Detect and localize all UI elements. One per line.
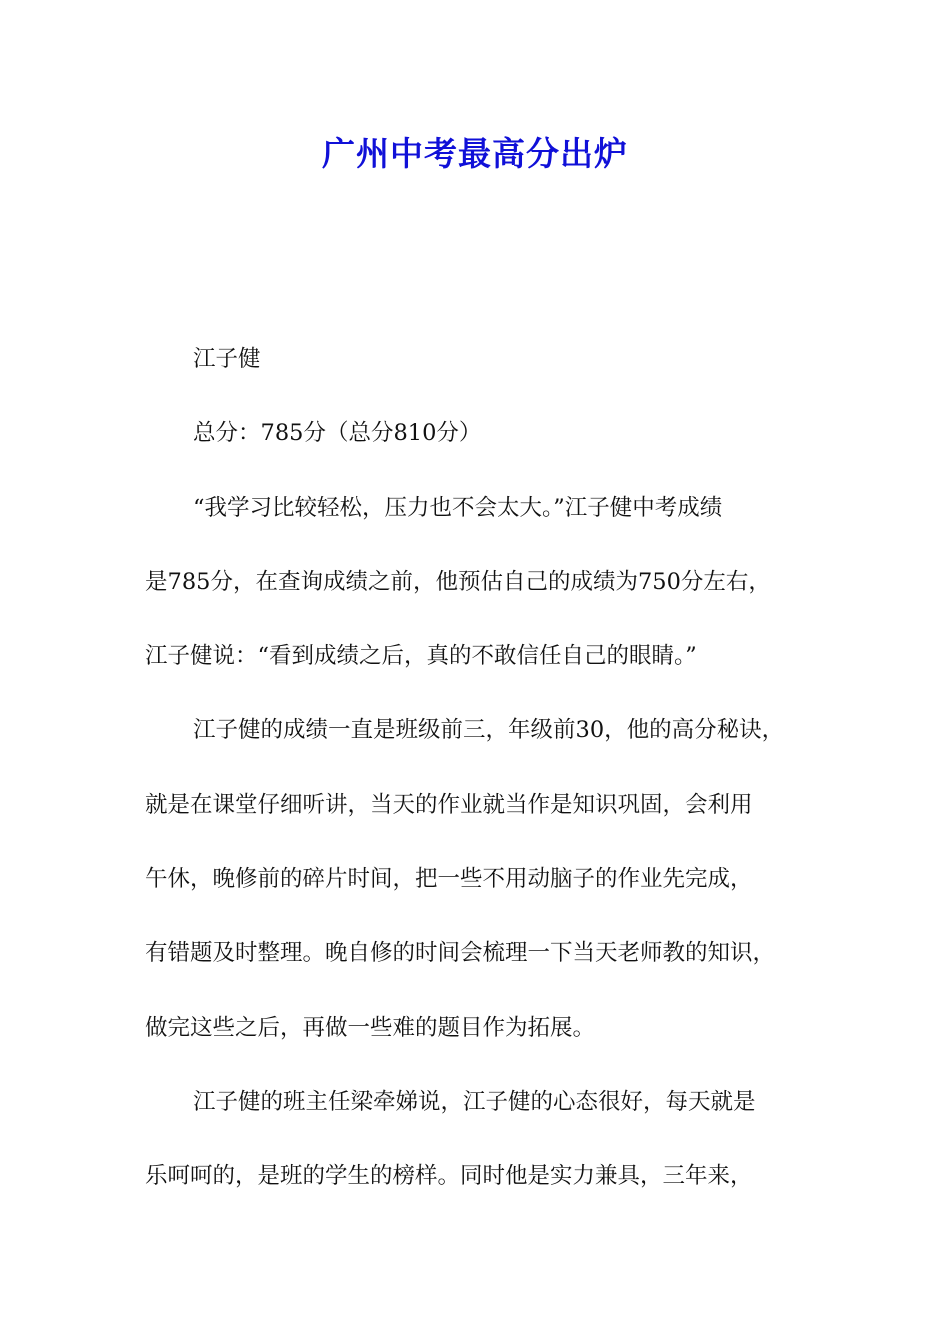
text-line: 午休，晚修前的碎片时间，把一些不用动脑子的作业先完成，	[145, 866, 753, 893]
text-line: 江子健说：“看到成绩之后，真的不敢信任自己的眼睛。”	[145, 643, 697, 670]
text-line: 总分：785分（总分810分）	[193, 420, 482, 447]
text-line: 就是在课堂仔细听讲，当天的作业就当作是知识巩固，会利用	[145, 791, 753, 818]
text-line: 做完这些之后，再做一些难的题目作为拓展。	[145, 1014, 596, 1041]
text-line: 江子健的成绩一直是班级前三，年级前30，他的高分秘诀，	[193, 717, 785, 744]
text-line: 是785分，在查询成绩之前，他预估自己的成绩为750分左右，	[145, 568, 771, 595]
text-line: 江子健	[193, 346, 261, 372]
document-body	[145, 336, 825, 1228]
text-line: 江子健的班主任梁牵娣说，江子健的心态很好，每天就是	[193, 1088, 756, 1115]
text-line: “我学习比较轻松，压力也不会太大。”江子健中考成绩	[193, 494, 723, 521]
text-line: 乐呵呵的，是班的学生的榜样。同时他是实力兼具，三年来，	[145, 1163, 753, 1190]
text-line: 有错题及时整理。晚自修的时间会梳理一下当天老师教的知识，	[145, 940, 776, 967]
document-title: 广州中考最高分出炉	[322, 134, 628, 173]
